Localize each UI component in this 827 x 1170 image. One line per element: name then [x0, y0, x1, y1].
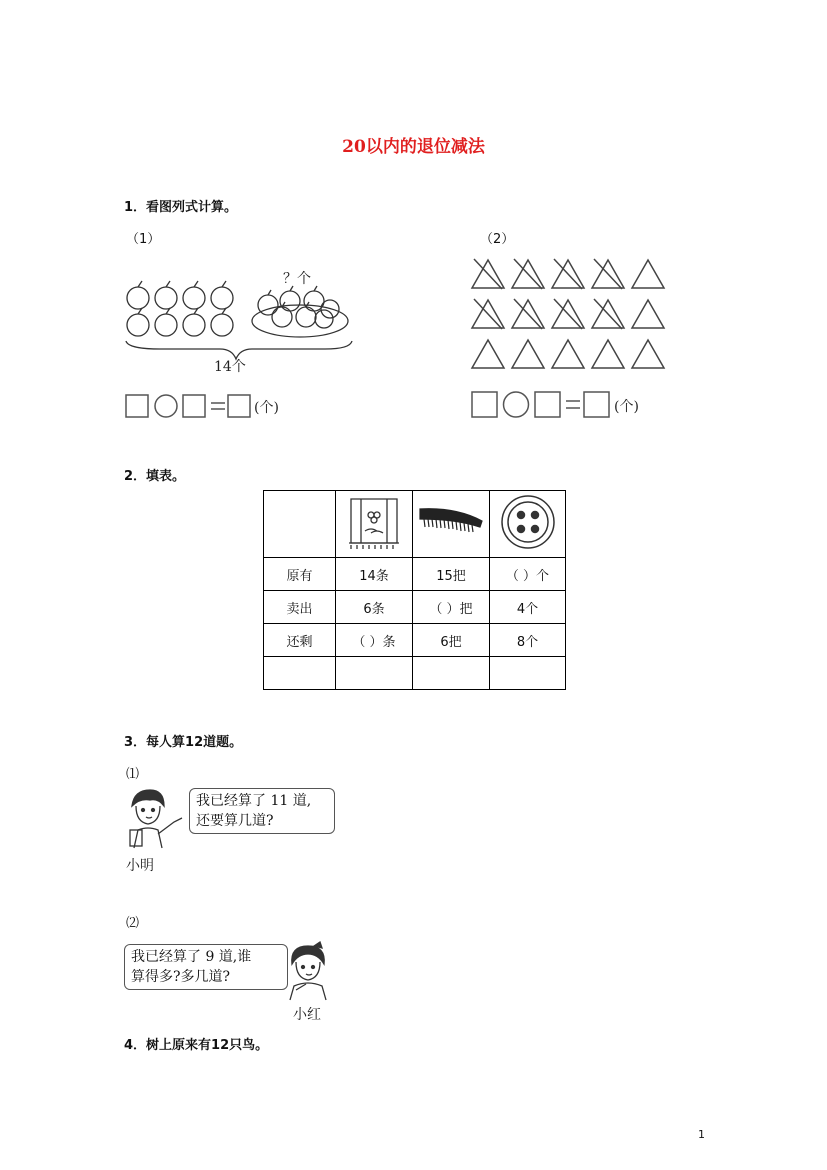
equation-2-unit: (个) — [614, 399, 639, 415]
table-cell: 6把 — [413, 624, 490, 657]
row-label: 还剩 — [264, 624, 336, 657]
xiaoming-line-1: 我已经算了 11 道, — [196, 793, 312, 809]
comb-icon — [416, 497, 486, 547]
table-cell: 8个 — [490, 624, 566, 657]
equation-blanks-1 — [124, 393, 254, 419]
row-label — [264, 657, 336, 690]
question-4-heading: 4．树上原来有12只鸟。 — [124, 1038, 269, 1053]
fill-table — [263, 490, 566, 690]
question-3-heading: 3．每人算12道题。 — [124, 735, 243, 750]
xiaohong-line-1: 我已经算了 9 道,谁 — [131, 949, 252, 965]
row-label: 卖出 — [264, 591, 336, 624]
table-header-button — [490, 491, 566, 558]
table-header-towel — [336, 491, 413, 558]
table-cell — [336, 657, 413, 690]
row-label: 原有 — [264, 558, 336, 591]
apples-question-label: ？个 — [283, 271, 311, 287]
table-cell: 4个 — [490, 591, 566, 624]
table-cell: （ ）个 — [490, 558, 566, 591]
xiaohong-name: 小红 — [293, 1007, 321, 1023]
q1-part2-label: （2） — [480, 232, 515, 247]
q1-part1-label: （1） — [126, 232, 161, 247]
girl-figure-icon — [284, 940, 332, 1002]
table-cell — [490, 657, 566, 690]
xiaohong-speech-bubble — [124, 944, 288, 990]
page-number: 1 — [698, 1128, 705, 1141]
xiaoming-line-2: 还要算几道? — [196, 813, 274, 829]
equation-blanks-2 — [470, 390, 615, 420]
question-1-heading: 1．看图列式计算。 — [124, 200, 238, 215]
xiaohong-line-2: 算得多?多几道? — [131, 969, 231, 985]
button-icon — [495, 492, 561, 552]
apple-icon — [127, 281, 233, 336]
question-2-heading: 2．填表。 — [124, 469, 186, 484]
boy-figure-icon — [124, 786, 186, 852]
xiaoming-name: 小明 — [126, 858, 154, 874]
table-row — [264, 591, 566, 624]
table-cell — [413, 657, 490, 690]
table-cell: 15把 — [413, 558, 490, 591]
q3-part1-label: ⑴ — [126, 767, 140, 782]
table-row — [264, 624, 566, 657]
table-header-comb — [413, 491, 490, 558]
table-cell: 6条 — [336, 591, 413, 624]
towel-icon — [341, 493, 407, 551]
equation-1-unit: (个) — [254, 400, 279, 416]
table-row — [264, 657, 566, 690]
table-row — [264, 558, 566, 591]
table-header-empty — [264, 491, 336, 558]
table-cell: 14条 — [336, 558, 413, 591]
q3-part2-label: ⑵ — [126, 916, 140, 931]
table-cell: （ ）条 — [336, 624, 413, 657]
triangles-figure — [468, 255, 668, 375]
table-cell: （ ）把 — [413, 591, 490, 624]
apples-total-label: 14个 — [214, 359, 246, 375]
page-title: 20以内的退位减法 — [342, 137, 485, 157]
xiaoming-speech-bubble — [189, 788, 335, 834]
